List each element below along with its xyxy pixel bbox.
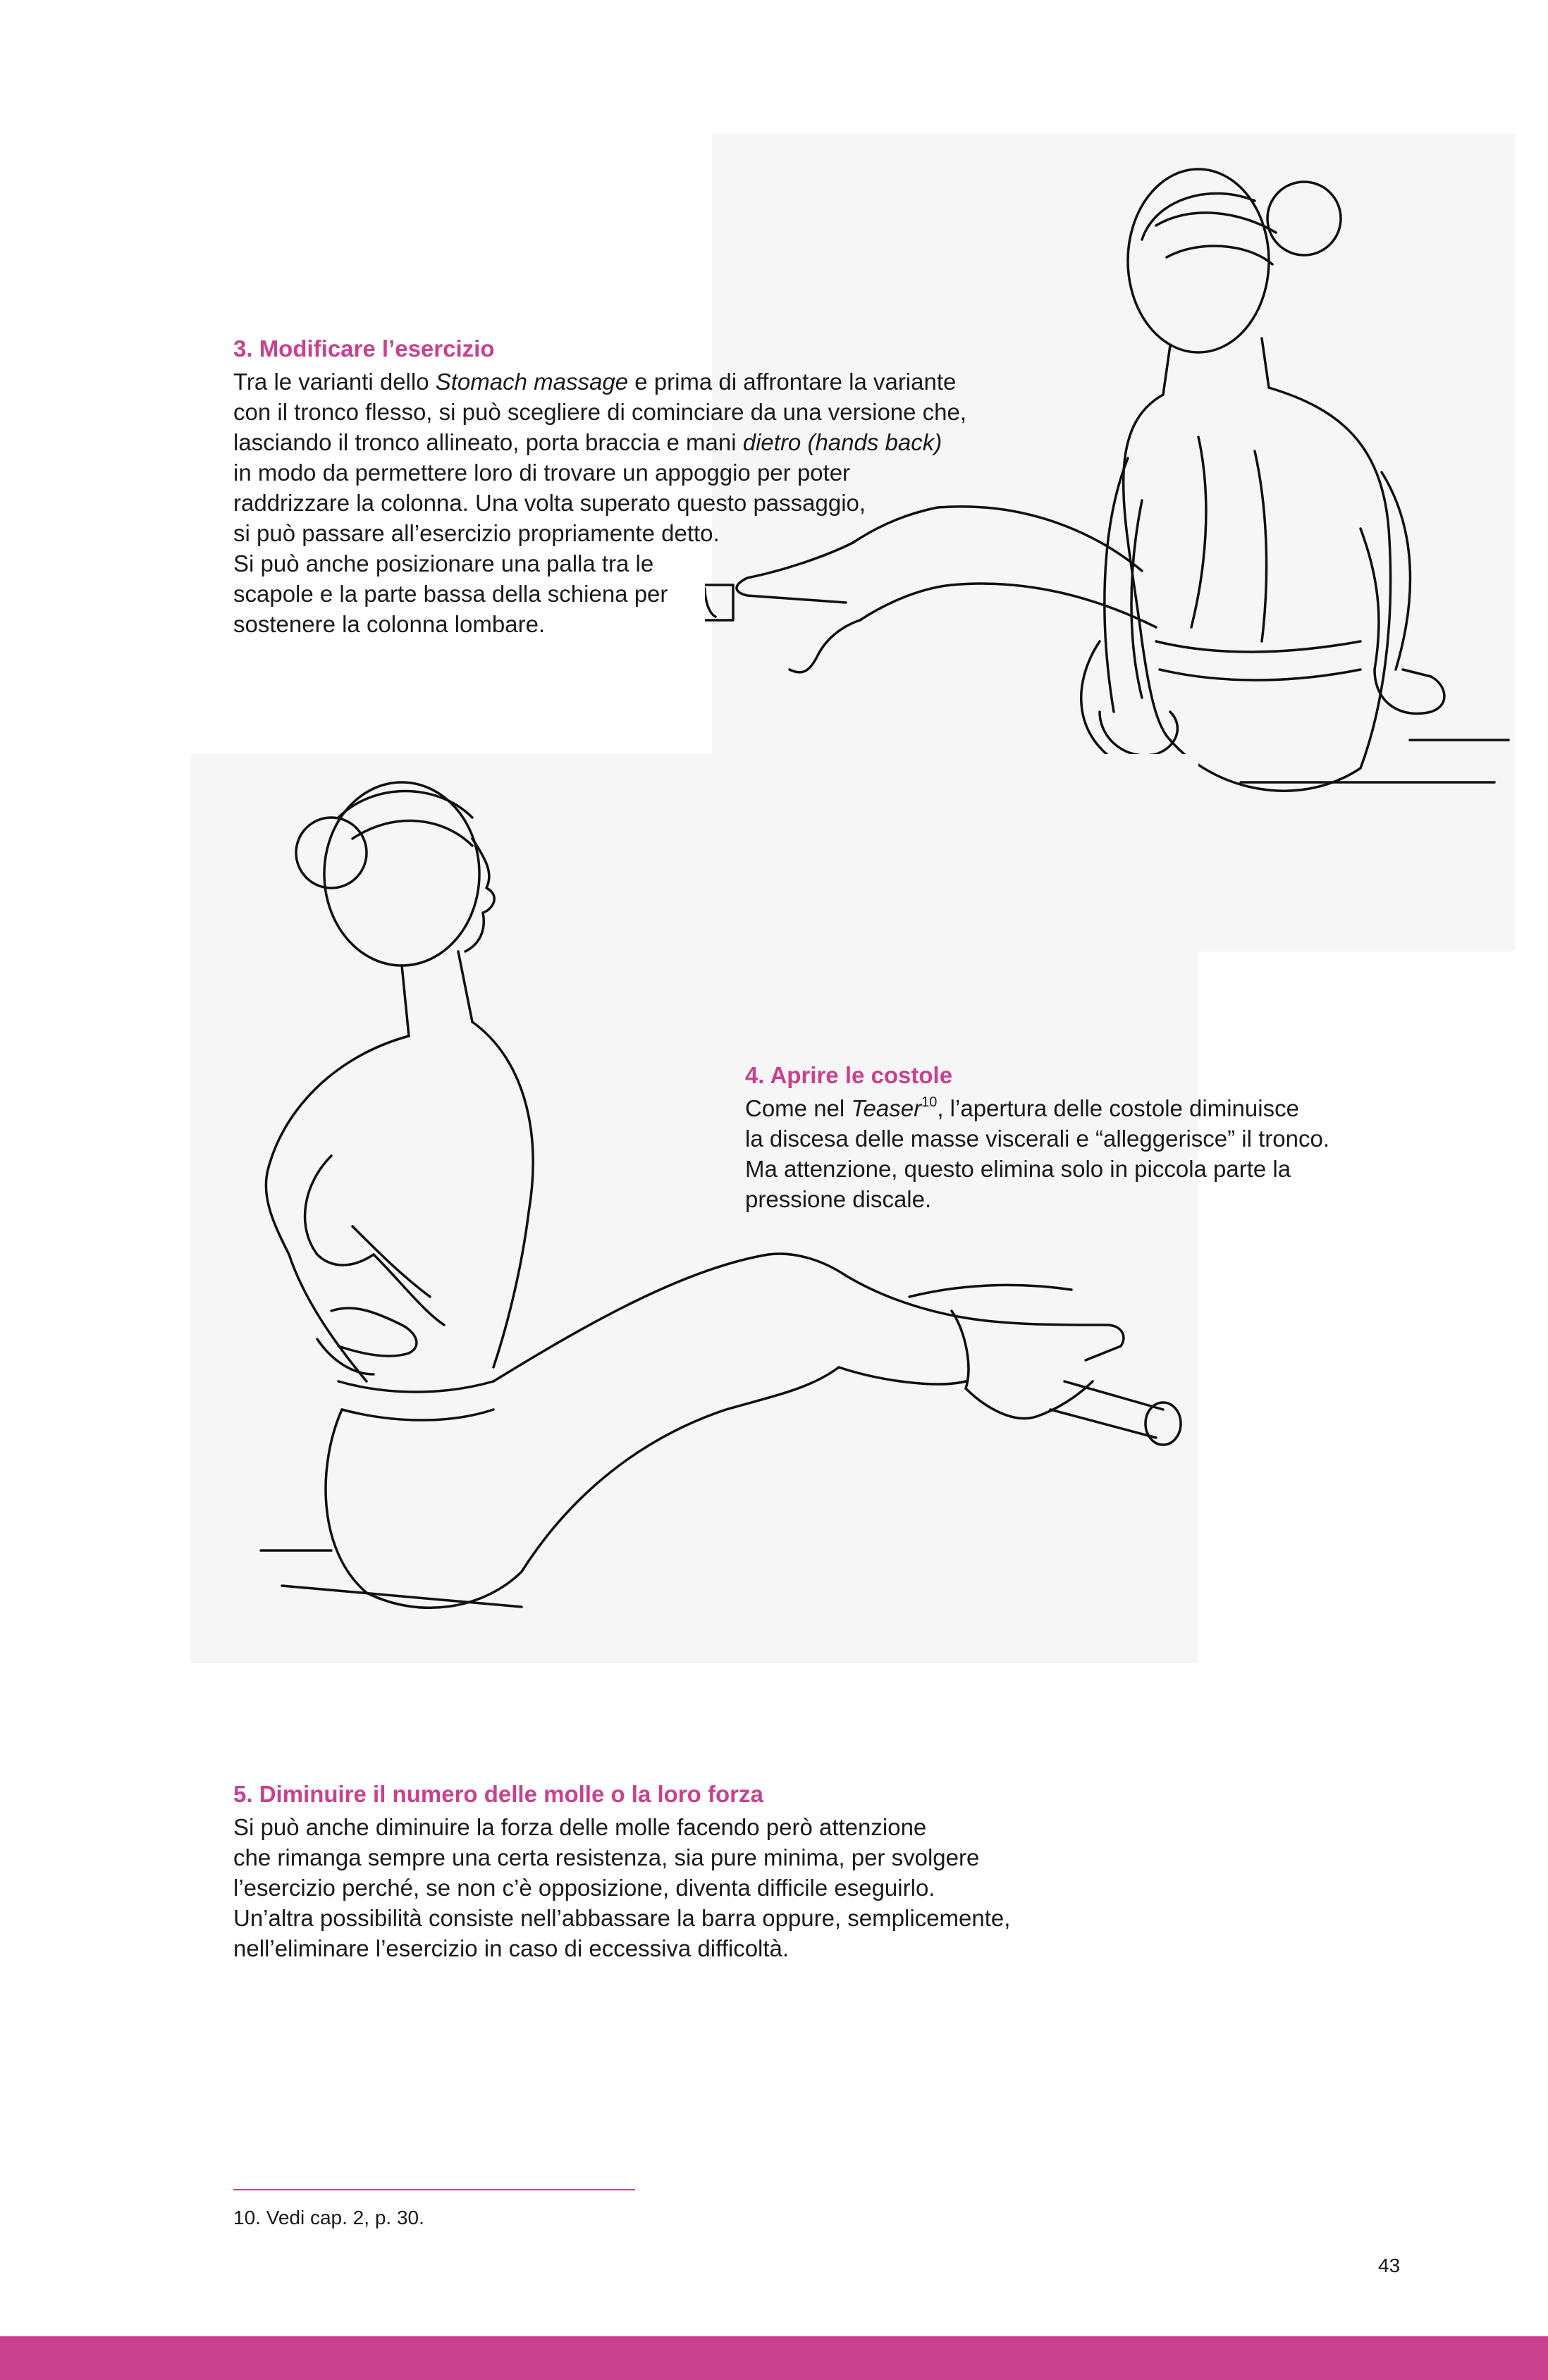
section-4-heading: 4. Aprire le costole xyxy=(745,1062,953,1088)
page-number: 43 xyxy=(1378,2255,1401,2276)
section-3-line: in modo da permettere loro di trovare un appoggio per poter xyxy=(233,460,851,486)
footnote: 10. Vedi cap. 2, p. 30. xyxy=(233,2207,424,2228)
section-3-line: sostenere la colonna lombare. xyxy=(233,611,546,637)
section-5-line: Un’altra possibilità consiste nell’abbassare la barra oppure, semplicemente, xyxy=(233,1905,1011,1931)
section-5-heading: 5. Diminuire il numero delle molle o la loro forza xyxy=(233,1781,763,1807)
section-3-line: lasciando il tronco allineato, porta braccia e mani dietro (hands back) xyxy=(233,429,942,455)
section-3-line: scapole e la parte bassa della schiena per xyxy=(233,581,668,607)
section-3-line: si può passare all’esercizio propriamente detto. xyxy=(233,520,720,546)
section-3-line: Tra le varianti dello Stomach massage e prima di affrontare la variante xyxy=(233,369,957,395)
section-4-line: Come nel Teaser$^{10}$, l’apertura delle costole diminuisce xyxy=(745,1095,1299,1121)
section-3 xyxy=(233,334,966,639)
section-3-line: Si può anche posizionare una palla tra le xyxy=(233,550,654,576)
section-5-line: che rimanga sempre una certa resistenza, sia pure minima, per svolgere xyxy=(233,1844,980,1870)
section-5-line: Si può anche diminuire la forza delle molle facendo però attenzione xyxy=(233,1814,927,1840)
footnote-rule xyxy=(233,2189,635,2190)
section-3-line: raddrizzare la colonna. Una volta superato questo passaggio, xyxy=(233,490,866,516)
section-4 xyxy=(745,1061,1329,1214)
section-4-line: Ma attenzione, questo elimina solo in piccola parte la xyxy=(745,1156,1291,1182)
section-4-line: la discesa delle masse viscerali e “alleggerisce” il tronco. xyxy=(745,1126,1330,1152)
section-5-line: l’esercizio perché, se non c’è opposizione, diventa difficile eseguirlo. xyxy=(233,1875,935,1901)
section-3-line: con il tronco flesso, si può scegliere di cominciare da una versione che, xyxy=(233,399,967,425)
bottom-accent-band xyxy=(0,2336,1548,2380)
section-5-line: nell’eliminare l’esercizio in caso di eccessiva difficoltà. xyxy=(233,1935,790,1961)
section-3-heading: 3. Modificare l’esercizio xyxy=(233,335,495,362)
section-5 xyxy=(233,1780,1010,1963)
section-4-line: pressione discale. xyxy=(745,1186,932,1212)
